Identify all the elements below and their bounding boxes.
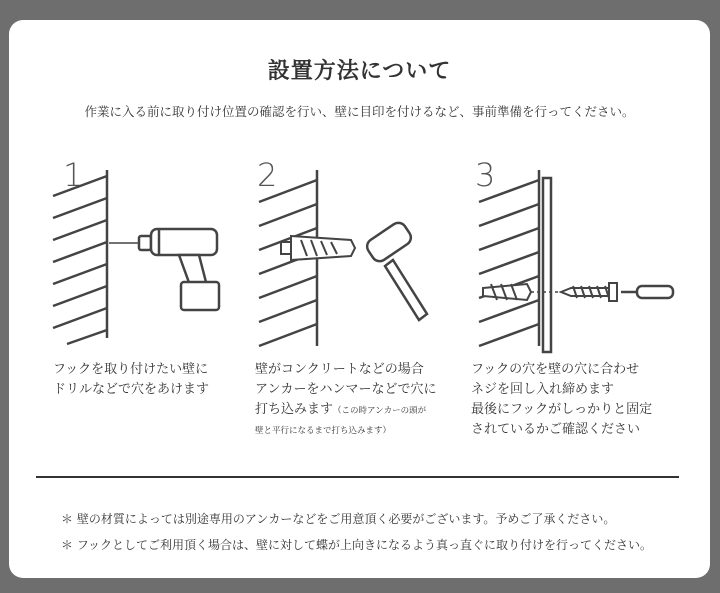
step-3-line-4: されているかご確認ください	[471, 422, 641, 437]
anchor-hammer-illustration	[251, 156, 461, 356]
step-2-note-inline: （この時アンカーの頭が	[333, 406, 427, 416]
screw-illustration	[469, 156, 679, 356]
step-1-line-1: フックを取り付けたい壁に	[53, 362, 209, 377]
step-1-text	[53, 360, 209, 400]
hammer-icon	[364, 220, 427, 320]
step-1-number: 1	[63, 156, 84, 194]
step-2-illustration	[251, 156, 461, 356]
step-2-line-1: 壁がコンクリートなどの場合	[255, 362, 424, 377]
step-2-number: 2	[257, 156, 278, 194]
step-3-illustration	[469, 156, 679, 356]
drill-icon	[109, 229, 219, 310]
hook-plate	[543, 178, 551, 352]
anchor-icon	[483, 284, 531, 300]
step-3-line-2: ネジを回し入れ締めます	[471, 382, 615, 397]
page-subtitle: 作業に入る前に取り付け位置の確認を行い、壁に目印を付けるなど、事前準備を行ってください。	[84, 104, 635, 119]
note-2: ＊ フックとしてご利用頂く場合は、壁に対して蝶が上向きになるよう真っ直ぐに取り付けを行ってください。	[61, 538, 652, 552]
screw-icon	[561, 283, 617, 301]
step-3-text	[471, 360, 652, 440]
step-1-illustration	[49, 156, 259, 356]
step-2-note-line: 壁と平行になるまで打ち込みます）	[255, 426, 392, 436]
step-2-line-2: アンカーをハンマーなどで穴に	[255, 382, 437, 397]
section-divider	[36, 476, 679, 478]
step-2-line-3: 打ち込みます	[255, 402, 334, 417]
step-2-text	[255, 360, 436, 441]
instruction-card	[9, 20, 710, 578]
screwdriver-icon	[621, 286, 673, 298]
note-1: ＊ 壁の材質によっては別途専用のアンカーなどをご用意頂く必要がございます。予めご了承ください。	[61, 512, 616, 526]
step-1-line-2: ドリルなどで穴をあけます	[53, 382, 210, 397]
page-title: 設置方法について	[267, 59, 452, 84]
drill-illustration	[49, 156, 259, 356]
step-3-line-3: 最後にフックがしっかりと固定	[471, 402, 653, 417]
step-3-number: 3	[475, 156, 496, 194]
anchor-icon	[281, 236, 355, 260]
step-3-line-1: フックの穴を壁の穴に合わせ	[471, 362, 640, 377]
